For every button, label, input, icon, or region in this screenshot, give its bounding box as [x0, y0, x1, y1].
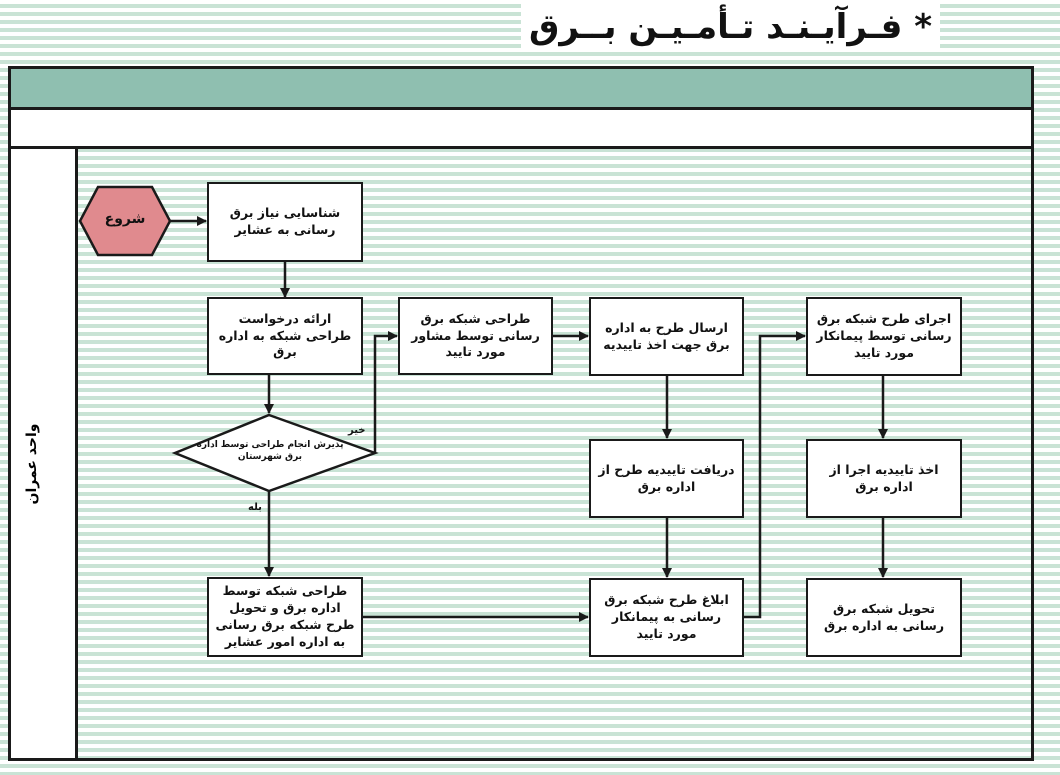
edge-decision-no [375, 336, 397, 453]
step-receive-approval: دریافت تاییدیه طرح از اداره برق [589, 439, 744, 518]
step-consultant-design: طراحی شبکه برق رسانی توسط مشاور مورد تایید [398, 297, 553, 375]
step-execution-approval: اخذ تاییدیه اجرا از اداره برق [806, 439, 962, 518]
start-label: شروع [104, 211, 146, 227]
lane-label: واحد عمران [24, 423, 40, 505]
decision-label: پذیرش انجام طراحی توسط اداره برق شهرستان [196, 440, 344, 462]
step-send-plan: ارسال طرح به اداره برق جهت اخذ تاییدیه [589, 297, 744, 376]
edge-label-yes: بله [248, 502, 262, 513]
step-execute-contractor: اجرای طرح شبکه برق رسانی توسط پیمانکار مورد تایید [806, 297, 962, 376]
step-request-design: ارائه درخواست طراحی شبکه به اداره برق [207, 297, 363, 375]
edge-notify-exec [744, 336, 805, 617]
step-office-design: طراحی شبکه توسط اداره برق و تحویل طرح شبکه برق رسانی به اداره امور عشایر [207, 577, 363, 657]
step-identify-need: شناسایی نیاز برق رسانی به عشایر [207, 182, 363, 262]
edge-label-no: خیر [348, 425, 366, 436]
step-deliver-network: تحویل شبکه برق رسانی به اداره برق [806, 578, 962, 657]
step-notify-contractor: ابلاغ طرح شبکه برق رسانی به پیمانکار مورد تایید [589, 578, 744, 657]
page-title: * فـرآیـنـد تـأمـیـن بــرق [521, 4, 940, 50]
